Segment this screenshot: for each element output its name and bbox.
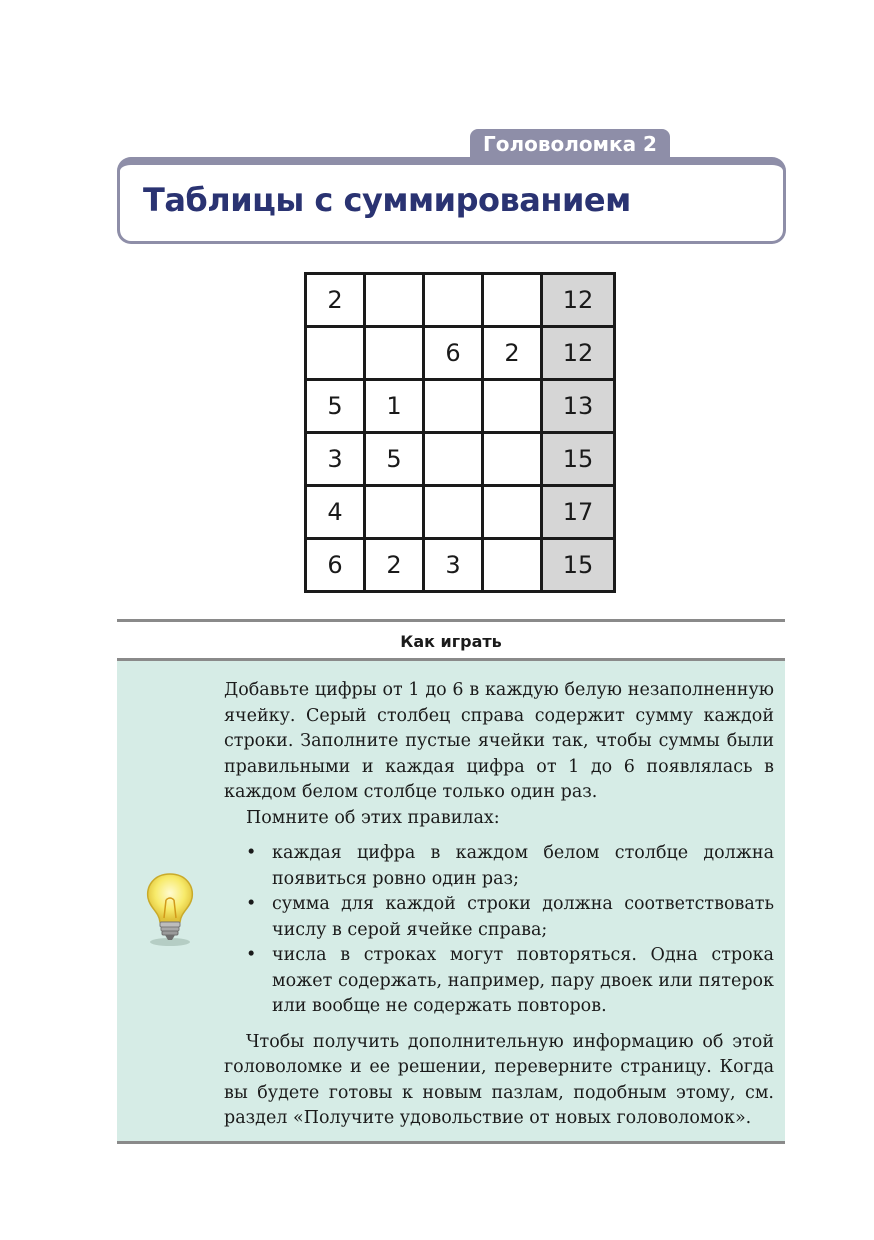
puzzle-number-tab: Головоломка 2 bbox=[470, 129, 670, 159]
grid-cell[interactable] bbox=[306, 327, 365, 380]
puzzle-grid bbox=[304, 272, 616, 593]
grid-cell: 5 bbox=[365, 433, 424, 486]
rules-list bbox=[224, 841, 774, 1020]
intro-paragraph: Добавьте цифры от 1 до 6 в каждую белую незаполненную ячейку. Серый столбец справа содержит сумму каждой строки. Заполните пустые ячейки так, чтобы суммы были правильными и каждая цифра от 1 до 6 появлялась в каждом белом столбце только один раз. bbox=[224, 680, 774, 802]
grid-cell[interactable] bbox=[365, 486, 424, 539]
grid-cell[interactable] bbox=[365, 274, 424, 327]
grid-row bbox=[306, 380, 615, 433]
grid-cell[interactable] bbox=[424, 486, 483, 539]
grid-cell: 3 bbox=[424, 539, 483, 592]
grid-cell: 2 bbox=[483, 327, 542, 380]
rule-text: числа в строках могут повторяться. Одна строка может содержать, например, пару двоек или пятерок или вообще не содержать повторов. bbox=[272, 945, 774, 1016]
lightbulb-icon bbox=[140, 870, 200, 950]
row-sum-cell: 17 bbox=[542, 486, 615, 539]
row-sum-cell: 15 bbox=[542, 539, 615, 592]
how-to-play-heading: Как играть bbox=[400, 631, 502, 651]
bullet: • bbox=[246, 843, 257, 863]
list-item bbox=[224, 943, 774, 1020]
title-box bbox=[117, 157, 786, 244]
grid-cell: 5 bbox=[306, 380, 365, 433]
grid-cell[interactable] bbox=[365, 327, 424, 380]
page-title: Таблицы с суммированием bbox=[143, 181, 631, 219]
rule-text: сумма для каждой строки должна соответствовать числу в серой ячейке справа; bbox=[272, 894, 774, 940]
grid-row bbox=[306, 486, 615, 539]
bullet: • bbox=[246, 945, 257, 965]
grid-cell: 1 bbox=[365, 380, 424, 433]
bullet: • bbox=[246, 894, 257, 914]
instructions-text bbox=[224, 678, 774, 1132]
rules-lead: Помните об этих правилах: bbox=[246, 807, 500, 828]
grid-row bbox=[306, 433, 615, 486]
grid-cell[interactable] bbox=[483, 274, 542, 327]
grid-row bbox=[306, 274, 615, 327]
grid-cell[interactable] bbox=[483, 433, 542, 486]
row-sum-cell: 12 bbox=[542, 327, 615, 380]
list-item bbox=[224, 841, 774, 892]
grid-cell[interactable] bbox=[483, 486, 542, 539]
grid-cell: 3 bbox=[306, 433, 365, 486]
grid-cell: 6 bbox=[306, 539, 365, 592]
row-sum-cell: 15 bbox=[542, 433, 615, 486]
grid-row bbox=[306, 327, 615, 380]
list-item bbox=[224, 892, 774, 943]
grid-cell: 6 bbox=[424, 327, 483, 380]
rule-text: каждая цифра в каждом белом столбце должна появиться ровно один раз; bbox=[272, 843, 774, 889]
grid-cell: 2 bbox=[306, 274, 365, 327]
grid-cell[interactable] bbox=[483, 380, 542, 433]
grid-cell[interactable] bbox=[483, 539, 542, 592]
grid-cell[interactable] bbox=[424, 433, 483, 486]
row-sum-cell: 12 bbox=[542, 274, 615, 327]
grid-row bbox=[306, 539, 615, 592]
grid-cell[interactable] bbox=[424, 274, 483, 327]
grid-cell: 4 bbox=[306, 486, 365, 539]
grid-cell: 2 bbox=[365, 539, 424, 592]
outro-paragraph: Чтобы получить дополнительную информацию об этой головоломке и ее решении, переверните страницу. Когда вы будете готовы к новым пазлам, подобным этому, см. раздел «Получите удовольствие от новых головоломок». bbox=[224, 1031, 774, 1128]
grid-cell[interactable] bbox=[424, 380, 483, 433]
row-sum-cell: 13 bbox=[542, 380, 615, 433]
